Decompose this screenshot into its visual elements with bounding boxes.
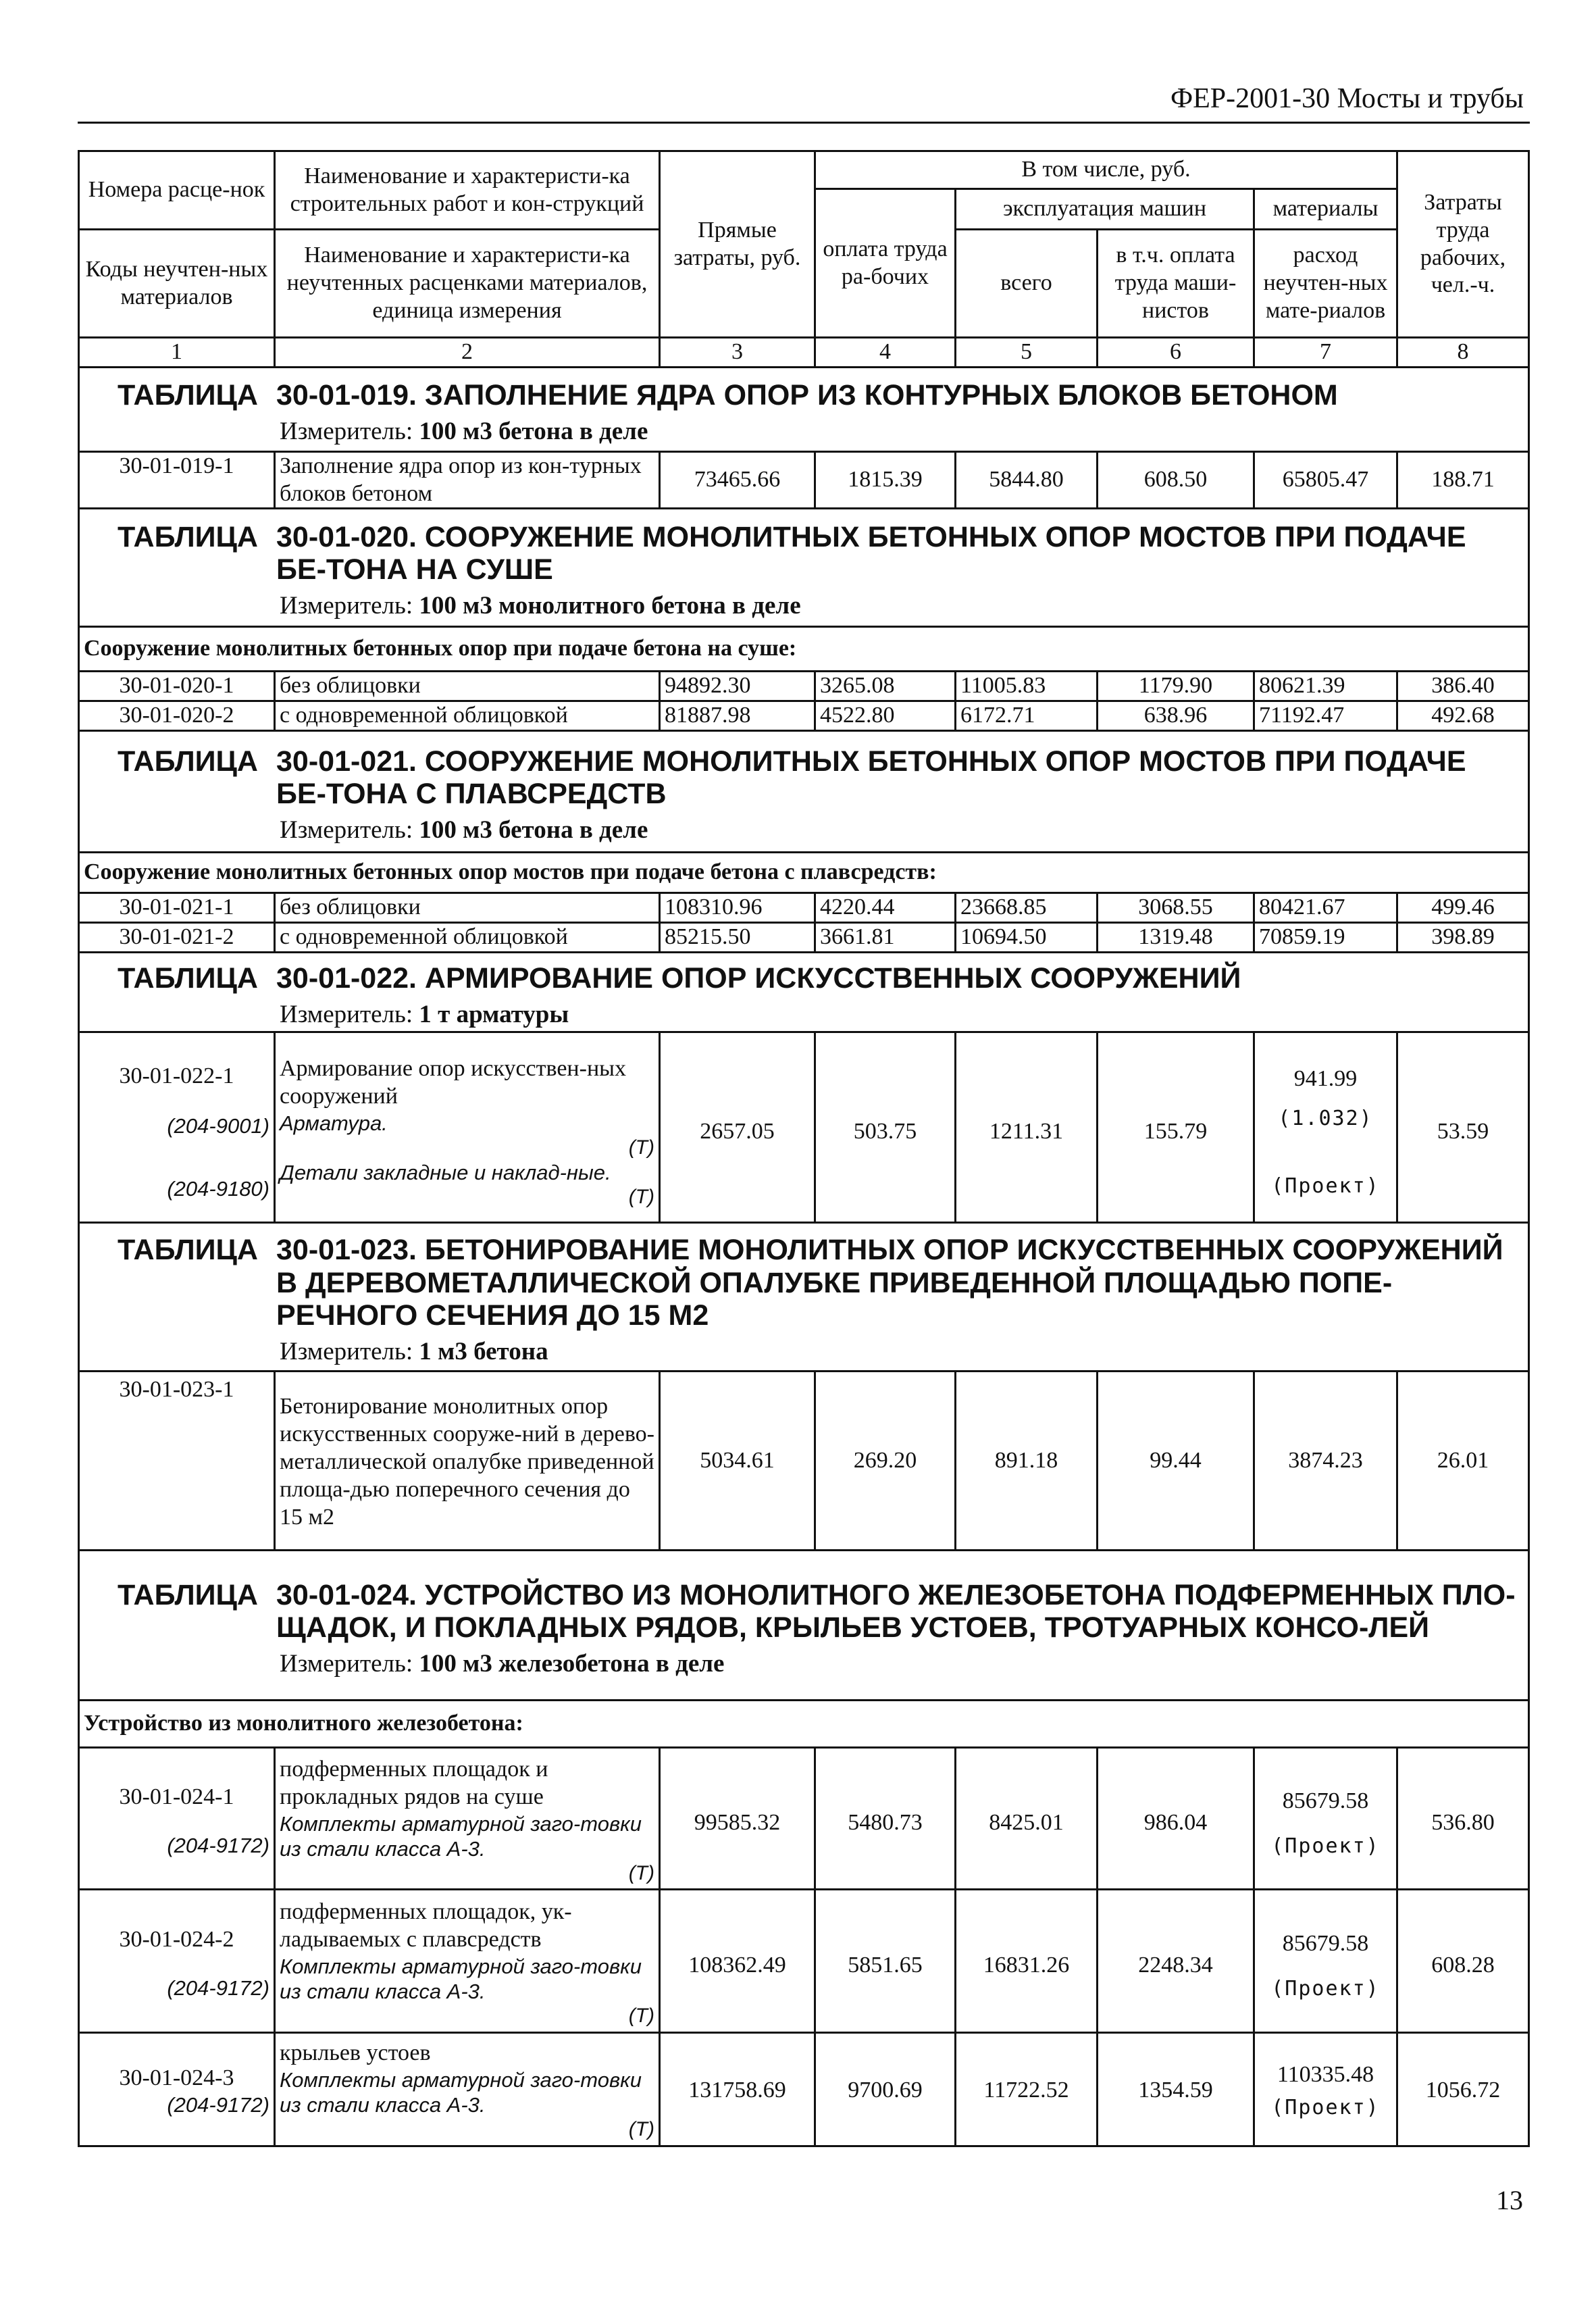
measure-label: Измеритель: [280,592,413,620]
labor-hours: 188.71 [1397,451,1529,509]
labor-hours: 26.01 [1397,1372,1529,1551]
labor-hours: 608.28 [1397,1890,1529,2033]
rate-code: 30-01-020-2 [79,701,275,731]
table-title: 30-01-020. СООРУЖЕНИЕ МОНОЛИТНЫХ БЕТОННЫХ ОПОР МОСТОВ ПРИ ПОДАЧЕ БЕ-ТОНА НА СУШЕ [276,521,1466,586]
table-row [79,1032,1529,1223]
direct-costs: 108310.96 [660,893,815,923]
machines-total: 6172.71 [956,701,1098,731]
rate-code: 30-01-023-1 [79,1372,275,1551]
rate-code: 30-01-021-1 [79,893,275,923]
col-number: 2 [275,338,660,368]
labor-hours: 1056.72 [1397,2033,1529,2146]
measure-line [84,586,1524,621]
direct-costs: 2657.05 [660,1032,815,1223]
t-mark: (Т) [628,2004,654,2027]
materials-cell [1254,1890,1397,2033]
table-row [79,2033,1529,2146]
direct-costs: 81887.98 [660,701,815,731]
table-block-heading [79,367,1529,451]
table-row [79,893,1529,923]
measure-line [84,995,1524,1030]
rate-name-cell [275,1890,660,2033]
direct-costs: 85215.50 [660,923,815,953]
machines-total: 11005.83 [956,672,1098,701]
direct-costs: 131758.69 [660,2033,815,2146]
machines-total: 891.18 [956,1372,1098,1551]
col-number: 7 [1254,338,1397,368]
rate-name: Бетонирование монолитных опор искусственных сооруже-ний в дерево-металлической опалубке приведенной площа-дью поперечного сечения до 15 м2 [275,1372,660,1551]
col1-head-bottom: Коды неучтен-ных материалов [79,230,275,338]
labor-hours: 386.40 [1397,672,1529,701]
measure-line [84,1644,1524,1679]
table-block-heading [79,509,1529,627]
labor-hours: 492.68 [1397,701,1529,731]
labor-pay: 3265.08 [815,672,956,701]
machines-total: 10694.50 [956,923,1098,953]
materials-cost: 85679.58 [1282,1788,1369,1814]
table-block-heading [79,1551,1529,1701]
measure-value: 1 м3 бетона [419,1337,548,1365]
rate-code-cell [79,1748,275,1890]
page-number: 13 [1496,2185,1523,2215]
col-number: 6 [1098,338,1254,368]
material-code: (204-9172) [167,1833,269,1857]
table-title: 30-01-024. УСТРОЙСТВО ИЗ МОНОЛИТНОГО ЖЕЛЕЗОБЕТОНА ПОДФЕРМЕННЫХ ПЛО-ЩАДОК, И ПОКЛАДНЫХ РЯДОВ, КРЫЛЬЕВ УСТОЕВ, ТРОТУАРНЫХ КОНСО-ЛЕЙ [276,1578,1516,1644]
table-row [79,672,1529,701]
materials-cell [1254,1748,1397,1890]
col2-head-bottom: Наименование и характеристи-ка неучтенных расценками материалов, единица измерения [275,230,660,338]
operator-pay: 1179.90 [1098,672,1254,701]
table-block-heading [79,731,1529,853]
table-row [79,451,1529,509]
rate-name: с одновременной облицовкой [275,701,660,731]
col5-head: всего [956,230,1098,338]
rate-code: 30-01-020-1 [79,672,275,701]
section-heading: Устройство из монолитного железобетона: [79,1701,1529,1748]
material-qty: (Проект) [1271,1977,1380,2001]
rate-code: 30-01-024-2 [119,1926,234,1952]
rate-name: подферменных площадок, ук-ладываемых с плавсредств [280,1898,572,1952]
table-row [79,1748,1529,1890]
t-mark: (Т) [628,1136,654,1159]
rate-code-cell [79,1032,275,1223]
measure-label: Измеритель: [280,417,413,445]
measure-line [84,810,1524,845]
operator-pay: 608.50 [1098,451,1254,509]
t-mark: (Т) [628,2118,654,2141]
rate-name-cell [275,1032,660,1223]
rate-name: Заполнение ядра опор из кон-турных блоков бетоном [275,451,660,509]
table-label: ТАБЛИЦА [118,745,258,778]
direct-costs: 108362.49 [660,1890,815,2033]
table-row [79,1890,1529,2033]
measure-value: 1 т арматуры [419,1000,569,1028]
table-block-heading [79,1223,1529,1372]
measure-value: 100 м3 железобетона в деле [419,1649,725,1678]
table-label: ТАБЛИЦА [118,961,258,995]
labor-pay: 5480.73 [815,1748,956,1890]
measure-label: Измеритель: [280,1649,413,1678]
machines-total: 23668.85 [956,893,1098,923]
rate-code-cell [79,2033,275,2146]
materials-cost: 80621.39 [1254,672,1397,701]
materials-cost: 941.99 [1293,1066,1358,1092]
labor-hours: 536.80 [1397,1748,1529,1890]
operator-pay: 2248.34 [1098,1890,1254,2033]
material-qty: (Проект) [1271,1834,1380,1859]
col-number: 3 [660,338,815,368]
operator-pay: 3068.55 [1098,893,1254,923]
operator-pay: 1354.59 [1098,2033,1254,2146]
page-header-title: ФЕР-2001-30 Мосты и трубы [1170,83,1524,114]
materials-cost: 71192.47 [1254,701,1397,731]
group-head: В том числе, руб. [815,151,1397,189]
table-label: ТАБЛИЦА [118,378,258,411]
materials-cost: 110335.48 [1277,2062,1374,2088]
measure-label: Измеритель: [280,815,413,844]
measure-value: 100 м3 бетона в деле [419,417,648,445]
material-code: (204-9172) [167,2092,269,2117]
machines-total: 11722.52 [956,2033,1098,2146]
materials-cost: 3874.23 [1254,1372,1397,1551]
table-label: ТАБЛИЦА [118,1578,258,1611]
rate-code: 30-01-019-1 [79,451,275,509]
rate-name: без облицовки [275,672,660,701]
materials-cost: 85679.58 [1282,1931,1369,1957]
operator-pay: 155.79 [1098,1032,1254,1223]
direct-costs: 94892.30 [660,672,815,701]
material-qty: (Проект) [1271,2096,1380,2120]
table-title: 30-01-021. СООРУЖЕНИЕ МОНОЛИТНЫХ БЕТОННЫХ ОПОР МОСТОВ ПРИ ПОДАЧЕ БЕ-ТОНА С ПЛАВСРЕДСТВ [276,745,1466,810]
material-qty: (1.032) [1278,1107,1373,1131]
measure-label: Измеритель: [280,1000,413,1028]
table-block-heading [79,953,1529,1032]
material-name: Детали закладные и наклад-ные. [280,1160,611,1184]
operator-pay: 1319.48 [1098,923,1254,953]
machines-total: 5844.80 [956,451,1098,509]
machines-head: эксплуатация машин [956,189,1254,230]
operator-pay: 638.96 [1098,701,1254,731]
table-label: ТАБЛИЦА [118,521,258,554]
t-mark: (Т) [628,1185,654,1208]
col4-head: оплата труда ра-бочих [815,189,956,338]
direct-costs: 5034.61 [660,1372,815,1551]
rate-name: без облицовки [275,893,660,923]
material-code: (204-9172) [167,1976,269,2000]
direct-costs: 73465.66 [660,451,815,509]
t-mark: (Т) [628,1861,654,1884]
material-name: Комплекты арматурной заго-товки из стали класса А-3. [280,1954,642,2003]
section-heading: Сооружение монолитных бетонных опор мостов при подаче бетона с плавсредств: [79,853,1529,893]
labor-hours: 499.46 [1397,893,1529,923]
section-heading: Сооружение монолитных бетонных опор при подаче бетона на суше: [79,627,1529,672]
measure-value: 100 м3 бетона в деле [419,815,648,844]
rate-code: 30-01-024-3 [119,2065,234,2090]
machines-total: 1211.31 [956,1032,1098,1223]
materials-cost: 80421.67 [1254,893,1397,923]
table-title: 30-01-019. ЗАПОЛНЕНИЕ ЯДРА ОПОР ИЗ КОНТУРНЫХ БЛОКОВ БЕТОНОМ [276,378,1338,411]
table-title: 30-01-023. БЕТОНИРОВАНИЕ МОНОЛИТНЫХ ОПОР ИСКУССТВЕННЫХ СООРУЖЕНИЙ В ДЕРЕВОМЕТАЛЛИЧЕСКОЙ ОПАЛУБКЕ ПРИВЕДЕННОЙ ПЛОЩАДЬЮ ПОПЕ-РЕЧНОГО СЕЧЕНИЯ ДО 15 М2 [276,1234,1503,1332]
operator-pay: 986.04 [1098,1748,1254,1890]
materials-cell [1254,2033,1397,2146]
materials-cell [1254,1032,1397,1223]
table-row [79,923,1529,953]
table-title: 30-01-022. АРМИРОВАНИЕ ОПОР ИСКУССТВЕННЫХ СООРУЖЕНИЙ [276,961,1241,995]
measure-line [84,1332,1524,1367]
rate-name-cell [275,1748,660,1890]
col1-head-top: Номера расце-нок [79,151,275,230]
rate-name: крыльев устоев [280,2040,431,2066]
material-qty: (Проект) [1271,1174,1380,1199]
operator-pay: 99.44 [1098,1372,1254,1551]
labor-pay: 503.75 [815,1032,956,1223]
material-name: Арматура. [280,1111,388,1135]
col6-head: в т.ч. оплата труда маши-нистов [1098,230,1254,338]
rate-code: 30-01-024-1 [119,1784,234,1809]
material-code: (204-9180) [167,1177,269,1201]
material-name: Комплекты арматурной заго-товки из стали класса А-3. [280,1811,642,1861]
labor-pay: 1815.39 [815,451,956,509]
materials-cost: 70859.19 [1254,923,1397,953]
rate-name: подферменных площадок и прокладных рядов на суше [280,1756,548,1809]
table-row [79,1372,1529,1551]
labor-pay: 269.20 [815,1372,956,1551]
measure-label: Измеритель: [280,1337,413,1365]
header-rule [78,122,1530,124]
machines-total: 16831.26 [956,1890,1098,2033]
rates-table [78,150,1530,2147]
materials-head: материалы [1254,189,1397,230]
col-number: 5 [956,338,1098,368]
table-label: ТАБЛИЦА [118,1234,258,1267]
labor-pay: 4522.80 [815,701,956,731]
labor-pay: 5851.65 [815,1890,956,2033]
col3-head: Прямые затраты, руб. [660,151,815,338]
labor-hours: 398.89 [1397,923,1529,953]
material-name: Комплекты арматурной заго-товки из стали класса А-3. [280,2068,642,2117]
col8-head: Затраты труда рабочих, чел.-ч. [1397,151,1529,338]
rate-code: 30-01-021-2 [79,923,275,953]
labor-pay: 4220.44 [815,893,956,923]
rate-name: с одновременной облицовкой [275,923,660,953]
col-number: 1 [79,338,275,368]
measure-line [84,411,1524,447]
rate-name: Армирование опор искусствен-ных сооружений [280,1055,626,1109]
rate-code: 30-01-022-1 [119,1063,234,1089]
table-row [79,701,1529,731]
labor-hours: 53.59 [1397,1032,1529,1223]
material-code: (204-9001) [167,1114,269,1138]
measure-value: 100 м3 монолитного бетона в деле [419,592,801,620]
rate-name-cell [275,2033,660,2146]
materials-cost: 65805.47 [1254,451,1397,509]
col2-head-top: Наименование и характеристи-ка строительных работ и кон-струкций [275,151,660,230]
labor-pay: 9700.69 [815,2033,956,2146]
col-number: 8 [1397,338,1529,368]
col-number: 4 [815,338,956,368]
direct-costs: 99585.32 [660,1748,815,1890]
rate-code-cell [79,1890,275,2033]
col7-head: расход неучтен-ных мате-риалов [1254,230,1397,338]
labor-pay: 3661.81 [815,923,956,953]
machines-total: 8425.01 [956,1748,1098,1890]
